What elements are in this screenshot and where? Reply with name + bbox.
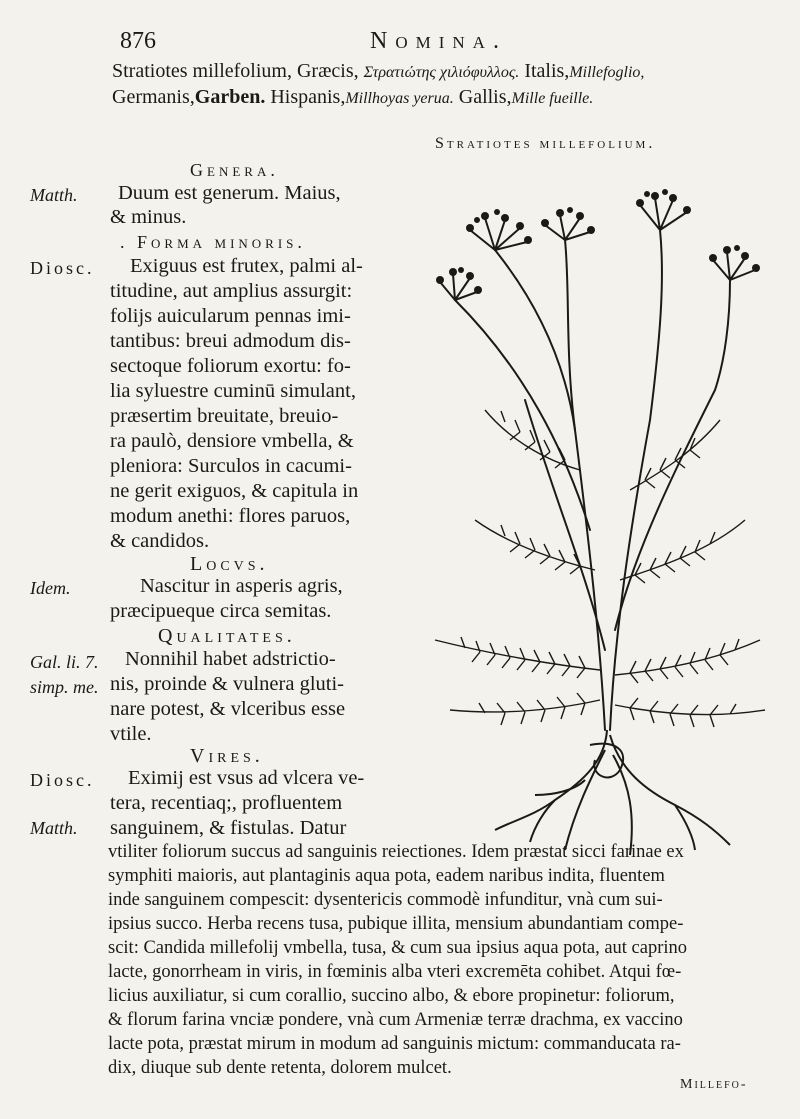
vires-wide-line: licius auxiliatur, si cum corallio, succino albo, & ebore propinetur: foliorum, — [108, 986, 675, 1006]
locus-line: Nascitur in asperis agris, — [140, 575, 343, 597]
genera-heading: Genera. — [190, 160, 279, 180]
margin-gal: Gal. li. 7. — [30, 652, 99, 672]
figure-caption: Stratiotes millefolium. — [435, 135, 656, 152]
german-name: Garben. — [194, 86, 266, 108]
forma-line: præsertim breuitate, breuio- — [110, 405, 339, 427]
vires-line: sanguinem, & fistulas. Datur — [110, 817, 347, 839]
qualitates-heading: Qualitates. — [158, 625, 296, 647]
forma-line: folijs auicularum pennas imi- — [110, 305, 351, 327]
yarrow-woodcut-illustration — [415, 170, 775, 860]
vires-line: tera, recentiaq;, profluentem — [110, 792, 343, 814]
locus-line: præcipueque circa semitas. — [110, 600, 332, 622]
vires-wide-line: dix, diuque sub dente retenta, dolorem mulcet. — [108, 1058, 452, 1078]
forma-line: lia syluestre cuminū simulant, — [110, 380, 356, 402]
genera-line: & minus. — [110, 206, 187, 228]
forma-line: Exiguus est frutex, palmi al- — [130, 255, 363, 277]
spanish-label: Hispanis, — [270, 86, 346, 108]
german-label: Germanis, — [112, 86, 195, 108]
margin-idem: Idem. — [30, 578, 71, 598]
vires-wide-line: inde sanguinem compescit: dysentericis commodè infunditur, vnà cum sui- — [108, 890, 663, 910]
greek-name: Στρατιώτης χιλιόφυλλος. — [363, 64, 520, 81]
french-label: Gallis, — [458, 86, 512, 108]
margin-diosc-1: Diosc. — [30, 258, 95, 278]
vires-wide-line: vtiliter foliorum succus ad sanguinis reiectiones. Idem præstat sicci farinae ex — [108, 842, 684, 862]
french-name: Mille fueille. — [511, 90, 594, 107]
qualitates-line: vtile. — [110, 723, 152, 745]
vires-heading: Vires. — [190, 745, 264, 767]
qualitates-line: nis, proinde & vulnera gluti- — [110, 673, 344, 695]
page-number: 876 — [120, 28, 156, 54]
vires-wide-line: lacte pota, præstat mirum in modum ad sanguinis mictum: commanducata ra- — [108, 1034, 681, 1054]
running-title: Nomina. — [370, 28, 507, 54]
margin-simp: simp. me. — [30, 677, 99, 697]
spanish-name: Millhoyas yerua. — [345, 90, 454, 107]
qualitates-line: Nonnihil habet adstrictio- — [125, 648, 336, 670]
forma-line: titudine, aut amplius assurgit: — [110, 280, 353, 302]
margin-matth-1: Matth. — [30, 185, 78, 205]
vires-line: Eximij est vsus ad vlcera ve- — [128, 767, 365, 789]
forma-heading: . Forma minoris. — [120, 232, 306, 252]
italian-label: Italis, — [524, 60, 570, 82]
vires-wide-line: ipsius succo. Herba recens tusa, pubique illita, mensium abundantiam compe- — [108, 914, 684, 934]
forma-line: ne gerit exiguos, & capitula in — [110, 480, 359, 502]
forma-line: ra paulò, densiore vmbella, & — [110, 430, 354, 452]
forma-line: modum anethi: flores paruos, — [110, 505, 351, 527]
locus-heading: Locvs. — [190, 553, 269, 575]
margin-matth-2: Matth. — [30, 818, 78, 838]
catchword: Millefo- — [680, 1077, 748, 1092]
margin-diosc-2: Diosc. — [30, 770, 95, 790]
names-line-2 — [112, 86, 593, 109]
italian-name: Millefoglio, — [569, 64, 645, 81]
forma-line: sectoque foliorum exortu: fo- — [110, 355, 351, 377]
vires-wide-line: & florum farina vnciæ pondere, vnà cum Armeniæ terræ drachma, ex vaccino — [108, 1010, 683, 1030]
qualitates-line: nare potest, & vlceribus esse — [110, 698, 346, 720]
forma-line: pleniora: Surculos in cacumi- — [110, 455, 352, 477]
latin-name: Stratiotes millefolium, Græcis, — [112, 60, 359, 82]
genera-line: Duum est generum. Maius, — [118, 182, 341, 204]
forma-line: tantibus: breui admodum dis- — [110, 330, 351, 352]
forma-line: & candidos. — [110, 530, 210, 552]
vires-wide-line: scit: Candida millefolij vmbella, tusa, & cum sua ipsius aqua pota, aut caprino — [108, 938, 688, 958]
vires-wide-line: symphiti maioris, aut plantaginis aqua pota, eadem naribus indita, fluentem — [108, 866, 665, 886]
names-line-1 — [112, 60, 644, 83]
vires-wide-line: lacte, gonorrheam in viris, in fœminis alba vteri excremēta cohibet. Atqui fœ- — [108, 962, 682, 982]
